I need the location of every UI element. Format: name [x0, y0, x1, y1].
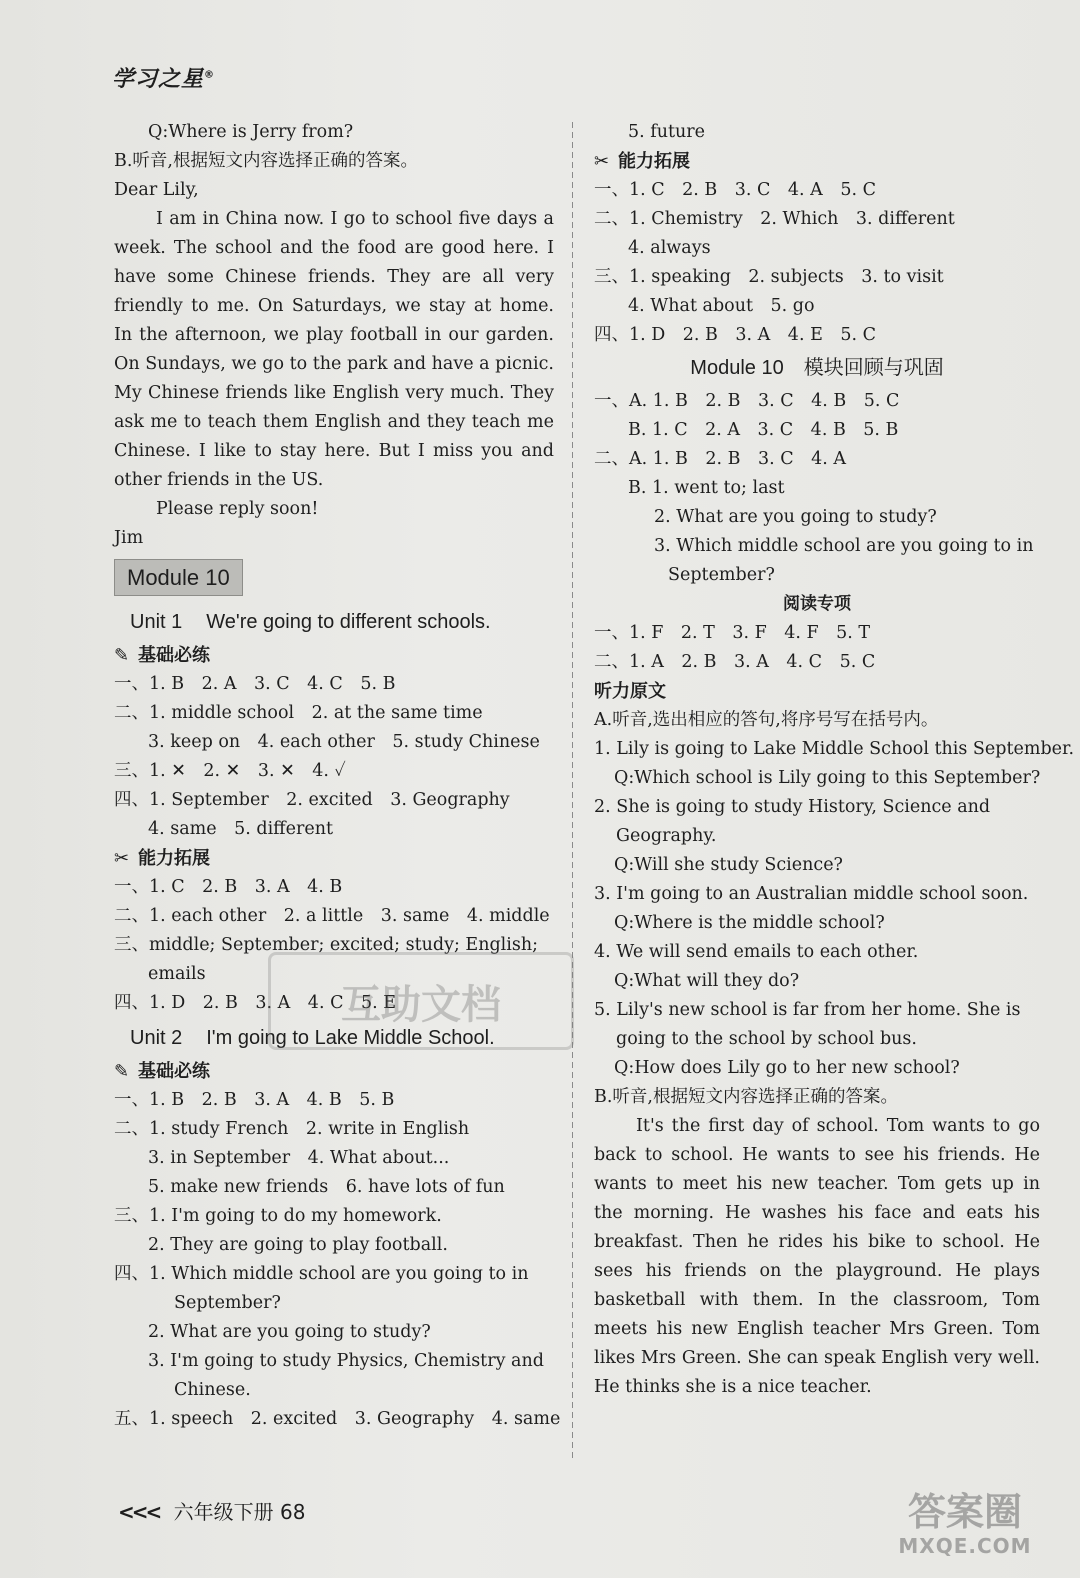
grade-label: 六年级下册	[173, 1500, 274, 1524]
letter-text: I am in China now. I go to school five days a week. The school and the food are good here. I have some Chinese friends. They are all very friendly to me. On Saturdays, we stay at home. In the afternoon, we play football in our garden. On Sundays, we go to the park and have a picnic. My Chinese friends like English very much. They ask me to teach them English and they teach me Chinese. I like to stay here. But I miss you and other friends in the US.	[114, 209, 554, 490]
answer-line: 一、1. C 2. B 3. A 4. B	[114, 877, 343, 897]
answer-line: Chinese.	[174, 1380, 251, 1400]
unit1-label: Unit 1	[130, 611, 183, 633]
u2-basic-heading	[114, 1057, 554, 1086]
answer-line: 三、1. speaking 2. subjects 3. to visit	[594, 267, 944, 287]
watermark-url: MXQE.COM	[898, 1534, 1032, 1558]
u1-basic-title: 基础必练	[138, 645, 210, 666]
u1-ext-title: 能力拓展	[138, 848, 210, 869]
letter-body	[114, 205, 554, 495]
scissors-icon: ✂	[114, 848, 130, 869]
story-text: It's the first day of school. Tom wants to go back to school. He wants to see his friends. He wants to meet his new teacher. Tom gets up in the morning. He washes his face and eats his breakfast. Then he rides his bike to school. He sees his friends on the playground. He plays basketball with them. In the classroom, Tom meets his new English teacher Mrs Green. Tom likes Mrs Green. She can speak English very well. He thinks she is a nice teacher.	[594, 1116, 1040, 1397]
listening-line: 2. She is going to study History, Science and	[594, 797, 991, 817]
answer-line: 2. They are going to play football.	[148, 1235, 448, 1255]
unit2-title: I'm going to Lake Middle School.	[206, 1027, 495, 1049]
answer-line: B. 1. went to; last	[628, 478, 785, 498]
answer-line: 一、A. 1. B 2. B 3. C 4. B 5. C	[594, 391, 900, 411]
module-heading: Module 10	[114, 559, 243, 596]
answer-line: September?	[668, 565, 775, 585]
brand-name: 学习之星	[112, 67, 205, 92]
answer-line: 3. in September 4. What about...	[148, 1148, 450, 1168]
page-footer	[118, 1496, 305, 1525]
scissors-icon: ✂	[594, 151, 610, 172]
answer-line: 4. What about 5. go	[628, 296, 815, 316]
answer-line: 四、1. Which middle school are you going to in	[114, 1264, 529, 1284]
answer-line: 四、1. September 2. excited 3. Geography	[114, 790, 510, 810]
answer-line: 五、1. speech 2. excited 3. Geography 4. same	[114, 1409, 561, 1429]
listening-line: Q:Will she study Science?	[614, 855, 843, 875]
story-paragraph	[594, 1112, 1040, 1402]
u1-ext-heading	[114, 844, 554, 873]
answer-line: B. 1. C 2. A 3. C 4. B 5. B	[628, 420, 899, 440]
answer-line: 二、1. A 2. B 3. A 4. C 5. C	[594, 652, 876, 672]
answer-line: 一、1. F 2. T 3. F 4. F 5. T	[594, 623, 871, 643]
right-column	[594, 118, 1075, 1402]
answer-line: 5. make new friends 6. have lots of fun	[148, 1177, 505, 1197]
listening-line: 4. We will send emails to each other.	[594, 942, 919, 962]
answer-line: September?	[174, 1293, 281, 1313]
answer-line: 三、middle; September; excited; study; English;	[114, 935, 539, 955]
answer-line: 二、A. 1. B 2. B 3. C 4. A	[594, 449, 847, 469]
ext-heading	[594, 147, 1040, 176]
listening-line: 3. I'm going to an Australian middle school soon.	[594, 884, 1029, 904]
back-arrows-icon: <<<	[118, 1500, 160, 1524]
listening-line: Geography.	[616, 826, 717, 846]
listening-a-instruction: A.听音,选出相应的答句,将序号写在括号内。	[594, 710, 939, 730]
answer-line: 三、1. ✕ 2. ✕ 3. ✕ 4. ✓	[114, 761, 346, 781]
unit2-label: Unit 2	[130, 1027, 183, 1049]
answer-line: 四、1. D 2. B 3. A 4. C 5. E	[114, 993, 396, 1013]
listening-line: 5. Lily's new school is far from her home. She is	[594, 1000, 1021, 1020]
stamp-text: 互助文档	[341, 981, 501, 1028]
answer-line: 3. I'm going to study Physics, Chemistry and	[148, 1351, 544, 1371]
watermark-logo	[880, 1490, 1050, 1566]
letter-reply: Please reply soon!	[156, 499, 319, 519]
listening-line: Q:Which school is Lily going to this September?	[614, 768, 1041, 788]
unit1-title: We're going to different schools.	[206, 611, 491, 633]
pencil-icon: ✎	[114, 1061, 130, 1082]
letter-greeting: Dear Lily,	[114, 180, 199, 200]
answer-line: 二、1. Chemistry 2. Which 3. different	[594, 209, 955, 229]
answer-line: 2. What are you going to study?	[654, 507, 937, 527]
answer-line: 三、1. I'm going to do my homework.	[114, 1206, 442, 1226]
u2-basic-title: 基础必练	[138, 1061, 210, 1082]
watermark-logo-text: 答案圈	[907, 1490, 1022, 1534]
answer-line: 二、1. middle school 2. at the same time	[114, 703, 483, 723]
letter-signature: Jim	[114, 528, 144, 548]
answer-line: 3. keep on 4. each other 5. study Chinese	[148, 732, 540, 752]
answer-line: 一、1. C 2. B 3. C 4. A 5. C	[594, 180, 876, 200]
answer-line: 四、1. D 2. B 3. A 4. E 5. C	[594, 325, 876, 345]
answer-line: 4. always	[628, 238, 711, 258]
listening-b-instruction: B.听音,根据短文内容选择正确的答案。	[594, 1087, 898, 1107]
listening-line: Q:What will they do?	[614, 971, 800, 991]
answer-line: 2. What are you going to study?	[148, 1322, 431, 1342]
page-number: 68	[280, 1500, 306, 1524]
listening-line: Q:How does Lily go to her new school?	[614, 1058, 960, 1078]
answer-line: 4. same 5. different	[148, 819, 333, 839]
pencil-icon: ✎	[114, 645, 130, 666]
unit1-heading	[114, 608, 554, 637]
reading-title: 阅读专项	[783, 594, 851, 614]
registered-mark: ®	[204, 69, 216, 81]
answer-line: 二、1. study French 2. write in English	[114, 1119, 470, 1139]
answer-line: 一、1. B 2. A 3. C 4. C 5. B	[114, 674, 396, 694]
listening-line: Q:Where is the middle school?	[614, 913, 885, 933]
answer-line: emails	[148, 964, 206, 984]
brand-logo	[112, 62, 215, 93]
section-b-instruction: B.听音,根据短文内容选择正确的答案。	[114, 151, 418, 171]
module-review-title: Module 10 模块回顾与巩固	[690, 357, 944, 379]
answer-line: 3. Which middle school are you going to in	[654, 536, 1034, 556]
answer-line: 一、1. B 2. B 3. A 4. B 5. B	[114, 1090, 395, 1110]
answer-line: 5. future	[628, 122, 706, 142]
ext-title: 能力拓展	[618, 151, 690, 172]
u1-basic-heading	[114, 641, 554, 670]
watermark-stamp	[268, 952, 574, 1050]
listening-line: 1. Lily is going to Lake Middle School this September.	[594, 739, 1075, 759]
column-divider	[572, 122, 573, 1462]
listening-title: 听力原文	[594, 681, 666, 702]
answer-line: 二、1. each other 2. a little 3. same 4. middle	[114, 906, 550, 926]
left-column	[114, 118, 561, 1434]
question-line: Q:Where is Jerry from?	[148, 122, 354, 142]
listening-line: going to the school by school bus.	[616, 1029, 917, 1049]
